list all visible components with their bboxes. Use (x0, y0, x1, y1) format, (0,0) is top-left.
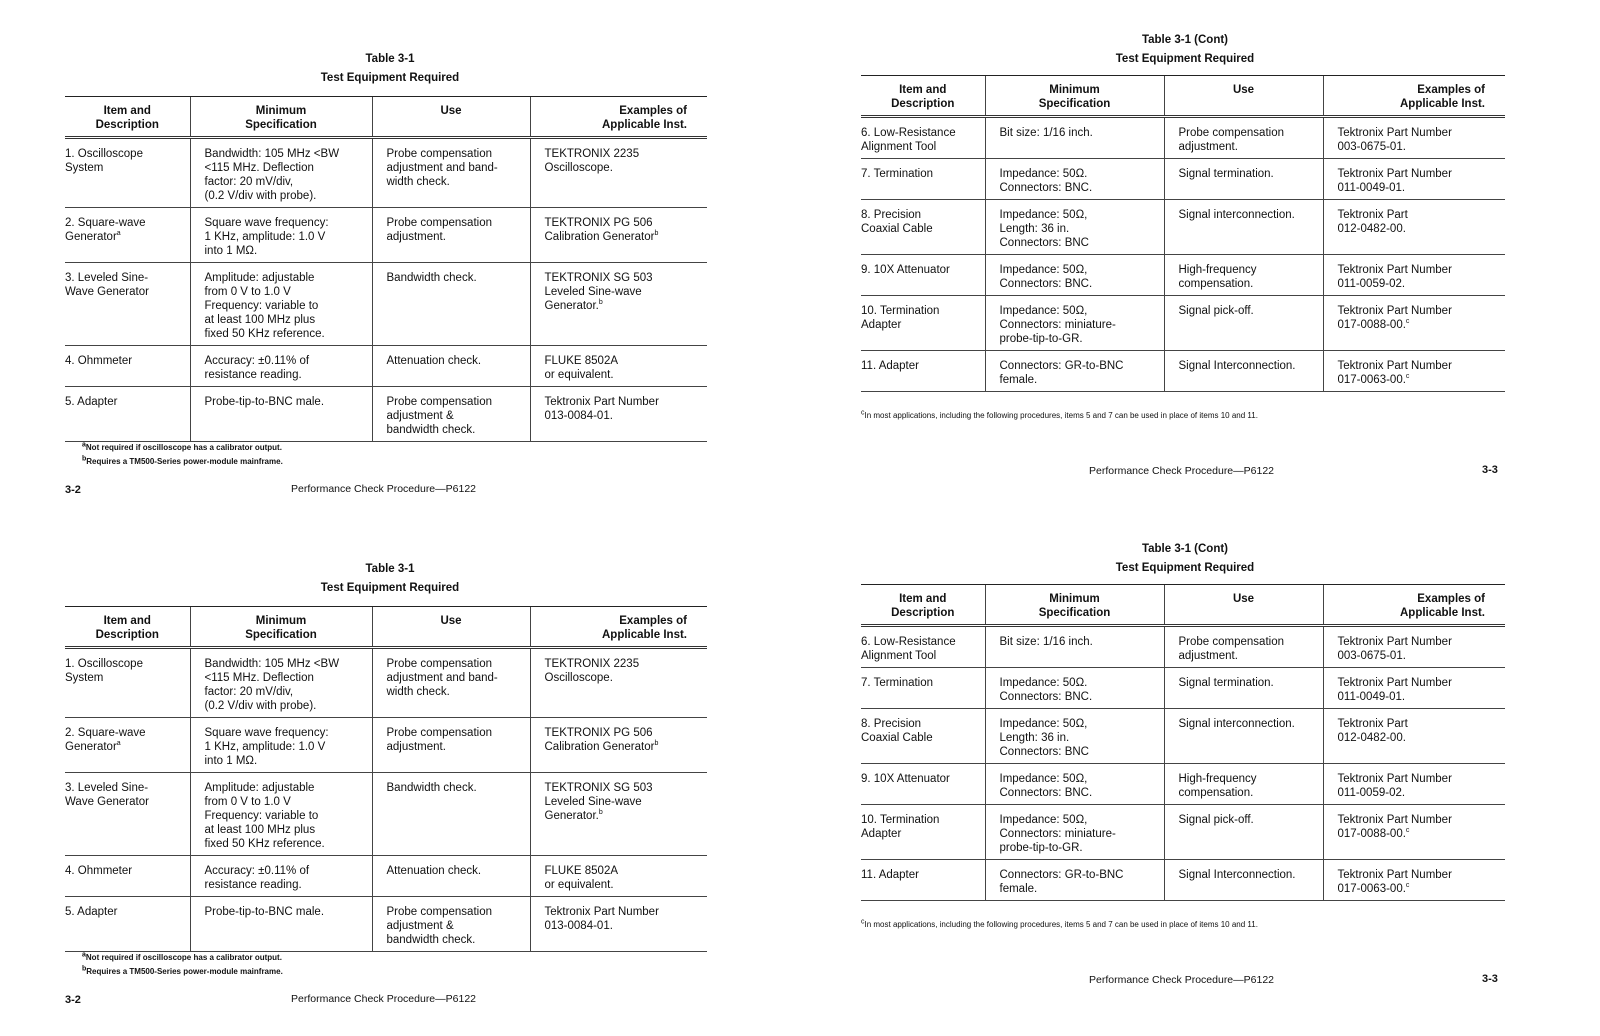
item-cell-line: 7. Termination (861, 168, 934, 180)
spec-cell-line: from 0 V to 1.0 V (204, 796, 291, 808)
use-cell-line: Signal Interconnection. (1178, 360, 1296, 372)
item-cell-line: 10. Termination (861, 305, 940, 317)
header-specification-line: Minimum (255, 615, 307, 627)
header-examples-line: Examples of (619, 105, 687, 117)
header-item-line: Item and (103, 615, 151, 627)
footnote-text: Requires a TM500-Series power-module mainframe. (86, 967, 283, 976)
use-cell-line: Probe compensation (1178, 127, 1284, 139)
item-cell-line: Wave Generator (65, 286, 149, 298)
spec-cell-line: fixed 50 KHz reference. (204, 328, 325, 340)
item-cell-line: 9. 10X Attenuator (861, 264, 950, 276)
footnote-marker: a (116, 740, 121, 748)
use-cell-line: adjustment & (386, 920, 454, 932)
item-cell-line: 5. Adapter (65, 906, 118, 918)
footnote-marker: b (654, 230, 659, 238)
item-cell-line: Coaxial Cable (861, 732, 933, 744)
table-row (861, 860, 1505, 901)
footnote-marker: c (1405, 827, 1410, 835)
spec-cell-line: Connectors: BNC (999, 746, 1089, 758)
use-cell-line: Probe compensation (1178, 636, 1284, 648)
use-cell-line: Attenuation check. (386, 865, 482, 877)
spec-cell-line: Amplitude: adjustable (204, 782, 315, 794)
table-title: Test Equipment Required (320, 72, 460, 84)
spec-cell-line: factor: 20 mV/div, (204, 686, 294, 698)
running-title: Performance Check Procedure—P6122 (291, 483, 477, 495)
spec-cell (985, 668, 1164, 709)
table-number: Table 3-1 (365, 563, 415, 575)
item-cell-line: Alignment Tool (861, 650, 937, 662)
spec-cell-line: Square wave frequency: (204, 217, 329, 229)
page-number: 3-2 (65, 484, 81, 496)
example-cell-line: Tektronix Part Number (1337, 305, 1452, 317)
spec-cell-line: factor: 20 mV/div, (204, 176, 294, 188)
use-cell-line: bandwidth check. (386, 934, 476, 946)
item-cell-line: Generator$^a$ (65, 230, 121, 243)
use-cell-line: Signal pick-off. (1178, 305, 1254, 317)
spec-cell-line: into 1 MΩ. (204, 245, 258, 257)
spec-cell-line: Impedance: 50Ω, (999, 814, 1088, 826)
example-cell-line: Generator.$^b$ (544, 809, 603, 822)
spec-cell-line: Impedance: 50Ω. (999, 168, 1088, 180)
spec-cell-line: Amplitude: adjustable (204, 272, 315, 284)
spec-cell-line: Square wave frequency: (204, 727, 329, 739)
item-cell-line: 3. Leveled Sine- (65, 782, 149, 794)
example-cell-line: TEKTRONIX 2235 (544, 148, 640, 160)
table-number: Table 3-1 (Cont) (1141, 543, 1229, 555)
header-examples-line: Applicable Inst. (1400, 98, 1485, 110)
use-cell-line: Probe compensation (386, 658, 492, 670)
example-cell-line: 003-0675-01. (1337, 141, 1406, 153)
header-item-line: Description (95, 119, 159, 131)
item-cell-line: Coaxial Cable (861, 223, 933, 235)
item-cell-line: Alignment Tool (861, 141, 937, 153)
spec-cell-line: into 1 MΩ. (204, 755, 258, 767)
item-cell-line: 6. Low-Resistance (861, 636, 956, 648)
item-cell-line: 3. Leveled Sine- (65, 272, 149, 284)
spec-cell (985, 626, 1164, 668)
example-cell-line: Tektronix Part Number (1337, 168, 1452, 180)
example-cell-line: 011-0049-01. (1337, 691, 1406, 703)
example-cell-line: Tektronix Part Number (1337, 636, 1452, 648)
footnote (861, 919, 1258, 931)
spec-cell-line: <115 MHz. Deflection (204, 672, 314, 684)
example-cell-line: 017-0088-00.$^c$ (1337, 827, 1410, 840)
footnote-marker: a (82, 441, 86, 449)
header-specification (985, 585, 1164, 626)
use-cell-line: Signal Interconnection. (1178, 869, 1296, 881)
spec-cell-line: <115 MHz. Deflection (204, 162, 314, 174)
example-cell-line: Tektronix Part Number (1337, 869, 1452, 881)
item-cell (861, 805, 985, 860)
table-row (861, 626, 1505, 668)
example-cell-line: Tektronix Part (1337, 718, 1408, 730)
use-cell-line: adjustment. (386, 741, 446, 753)
spec-cell-line: Bandwidth: 105 MHz <BW (204, 148, 340, 160)
use-cell-line: width check. (386, 686, 450, 698)
example-cell-line: 017-0063-00.$^c$ (1337, 373, 1410, 386)
table-caption (1085, 540, 1285, 578)
example-cell-line: Calibration Generator$^b$ (544, 740, 659, 753)
example-cell-line: TEKTRONIX SG 503 (544, 782, 653, 794)
item-cell-line: 1. Oscilloscope (65, 658, 143, 670)
table-number: Table 3-1 (365, 53, 415, 65)
header-item-line: Item and (103, 105, 151, 117)
item-cell-line: Adapter (861, 828, 902, 840)
use-cell (1164, 709, 1323, 764)
spec-cell-line: from 0 V to 1.0 V (204, 286, 291, 298)
header-specification-line: Specification (1038, 607, 1111, 619)
example-cell-line: Tektronix Part Number (1337, 814, 1452, 826)
use-cell-line: adjustment. (386, 231, 446, 243)
example-cell-line: Tektronix Part Number (1337, 773, 1452, 785)
header-examples-line: Applicable Inst. (1400, 607, 1485, 619)
spec-cell-line: Connectors: BNC. (999, 787, 1093, 799)
footnote-marker: c (1405, 373, 1410, 381)
header-examples-line: Examples of (619, 615, 687, 627)
use-cell-line: Signal pick-off. (1178, 814, 1254, 826)
use-cell-line: Probe compensation (386, 396, 492, 408)
item-cell-line: 8. Precision (861, 209, 922, 221)
spec-cell-line: Impedance: 50Ω. (999, 677, 1088, 689)
example-cell-line: 013-0084-01. (544, 920, 613, 932)
item-cell (861, 860, 985, 901)
table-header-row (861, 585, 1505, 626)
equipment-table (861, 584, 1505, 901)
spec-cell (985, 860, 1164, 901)
header-specification-line: Minimum (255, 105, 307, 117)
use-cell-line: adjustment and band- (386, 162, 498, 174)
example-cell (1323, 860, 1505, 901)
footnote-marker: a (82, 951, 86, 959)
use-cell (1164, 764, 1323, 805)
page-number: 3-3 (1482, 464, 1498, 476)
footnote-marker: c (1405, 318, 1410, 326)
item-cell-line: Generator$^a$ (65, 740, 121, 753)
footnote-text: In most applications, including the following procedures, items 5 and 7 can be used in place of items 10 and 11. (864, 411, 1258, 420)
use-cell-line: Attenuation check. (386, 355, 482, 367)
example-cell-line: Tektronix Part Number (544, 906, 659, 918)
header-use-line: Use (1232, 593, 1255, 605)
table-number: Table 3-1 (Cont) (1141, 34, 1229, 46)
spec-cell-line: Accuracy: ±0.11% of (204, 865, 310, 877)
spec-cell-line: (0.2 V/div with probe). (204, 700, 317, 712)
table-title: Test Equipment Required (320, 582, 460, 594)
footnote-marker: b (82, 965, 87, 973)
header-use-line: Use (440, 615, 462, 627)
example-cell-line: Generator.$^b$ (544, 299, 603, 312)
spec-cell-line: Connectors: GR-to-BNC (999, 360, 1124, 372)
table-title: Test Equipment Required (1115, 53, 1255, 65)
spec-cell-line: Connectors: BNC. (999, 182, 1093, 194)
spec-cell-line: Connectors: BNC (999, 237, 1089, 249)
spec-cell-line: Probe-tip-to-BNC male. (204, 906, 325, 918)
spec-cell-line: Impedance: 50Ω, (999, 209, 1088, 221)
item-cell-line: 11. Adapter (861, 360, 919, 372)
spec-cell-line: Connectors: BNC. (999, 691, 1093, 703)
page-number: 3-3 (1482, 973, 1498, 985)
spec-cell-line: Probe-tip-to-BNC male. (204, 396, 325, 408)
item-cell-line: 11. Adapter (861, 869, 919, 881)
use-cell-line: High-frequency (1178, 264, 1257, 276)
header-item-line: Item and (899, 593, 947, 605)
spec-cell-line: 1 KHz, amplitude: 1.0 V (204, 231, 326, 243)
header-use-line: Use (440, 105, 462, 117)
example-cell-line: 003-0675-01. (1337, 650, 1406, 662)
spec-cell-line: Impedance: 50Ω, (999, 264, 1088, 276)
spec-cell-line: resistance reading. (204, 879, 302, 891)
use-cell-line: bandwidth check. (386, 424, 476, 436)
footnote-text: Not required if oscilloscope has a calibrator output. (85, 953, 282, 962)
example-cell-line: Leveled Sine-wave (544, 796, 642, 808)
use-cell-line: Probe compensation (386, 217, 492, 229)
spec-cell-line: Length: 36 in. (999, 732, 1070, 744)
use-cell-line: adjustment & (386, 410, 454, 422)
example-cell (1323, 709, 1505, 764)
example-cell-line: Calibration Generator$^b$ (544, 230, 659, 243)
item-cell-line: 2. Square-wave (65, 727, 146, 739)
spec-cell-line: Length: 36 in. (999, 223, 1070, 235)
footnote-marker: b (82, 455, 87, 463)
example-cell-line: TEKTRONIX PG 506 (544, 217, 653, 229)
use-cell-line: adjustment. (1178, 650, 1238, 662)
spec-cell-line: Frequency: variable to (204, 810, 319, 822)
item-cell-line: 10. Termination (861, 814, 940, 826)
spec-cell-line: female. (999, 883, 1038, 895)
item-cell-line: 4. Ohmmeter (65, 355, 133, 367)
use-cell-line: compensation. (1178, 787, 1254, 799)
item-cell-line: 9. 10X Attenuator (861, 773, 950, 785)
use-cell-line: Bandwidth check. (386, 782, 477, 794)
header-examples-line: Examples of (1417, 593, 1485, 605)
item-cell-line: 2. Square-wave (65, 217, 146, 229)
header-use (1164, 585, 1323, 626)
spec-cell-line: Connectors: GR-to-BNC (999, 869, 1124, 881)
header-examples-line: Applicable Inst. (602, 629, 687, 641)
item-cell-line: Wave Generator (65, 796, 149, 808)
item-cell (861, 764, 985, 805)
use-cell-line: Probe compensation (386, 906, 492, 918)
item-cell-line: 8. Precision (861, 718, 922, 730)
spec-cell-line: at least 100 MHz plus (204, 824, 316, 836)
header-specification-line: Minimum (1049, 593, 1100, 605)
spec-cell-line: Frequency: variable to (204, 300, 319, 312)
example-cell-line: Tektronix Part Number (1337, 677, 1452, 689)
table-title: Test Equipment Required (1115, 562, 1255, 574)
header-item-line: Description (95, 629, 159, 641)
footnote-marker: c (1405, 882, 1410, 890)
footnote-marker: c (861, 918, 865, 926)
example-cell-line: FLUKE 8502A (544, 865, 619, 877)
use-cell (1164, 668, 1323, 709)
example-cell-line: or equivalent. (544, 879, 614, 891)
table-row (861, 805, 1505, 860)
example-cell-line: Tektronix Part Number (1337, 264, 1452, 276)
spec-cell-line: Bit size: 1/16 inch. (999, 636, 1093, 648)
header-item-line: Description (891, 607, 955, 619)
running-title: Performance Check Procedure—P6122 (1089, 974, 1275, 986)
example-cell-line: FLUKE 8502A (544, 355, 619, 367)
item-cell (861, 709, 985, 764)
header-specification-line: Specification (245, 629, 317, 641)
example-cell-line: Oscilloscope. (544, 672, 613, 684)
header-use-line: Use (1232, 84, 1255, 96)
spec-cell-line: Impedance: 50Ω, (999, 718, 1088, 730)
table-row (861, 668, 1505, 709)
example-cell-line: Leveled Sine-wave (544, 286, 642, 298)
running-title: Performance Check Procedure—P6122 (291, 993, 477, 1005)
table-row (861, 709, 1505, 764)
spec-cell (985, 709, 1164, 764)
footnote-marker: b (598, 809, 603, 817)
item-cell (861, 668, 985, 709)
use-cell-line: Probe compensation (386, 727, 492, 739)
header-examples-line: Examples of (1417, 84, 1485, 96)
item-cell-line: 7. Termination (861, 677, 934, 689)
use-cell-line: Bandwidth check. (386, 272, 477, 284)
header-examples-line: Applicable Inst. (602, 119, 687, 131)
spec-cell-line: Accuracy: ±0.11% of (204, 355, 310, 367)
example-cell-line: Tektronix Part Number (1337, 360, 1452, 372)
running-title: Performance Check Procedure—P6122 (1089, 465, 1275, 477)
footnote-text: Not required if oscilloscope has a calibrator output. (85, 443, 282, 452)
example-cell-line: Oscilloscope. (544, 162, 613, 174)
use-cell (1164, 626, 1323, 668)
header-examples (1323, 585, 1505, 626)
spec-cell-line: Bandwidth: 105 MHz <BW (204, 658, 340, 670)
page-number: 3-2 (65, 994, 81, 1006)
example-cell-line: Tektronix Part Number (1337, 127, 1452, 139)
spec-cell (985, 805, 1164, 860)
example-cell-line: 011-0059-02. (1337, 787, 1406, 799)
header-specification-line: Specification (1038, 98, 1111, 110)
spec-cell-line: Impedance: 50Ω, (999, 773, 1088, 785)
use-cell (1164, 805, 1323, 860)
example-cell-line: 013-0084-01. (544, 410, 613, 422)
header-specification-line: Minimum (1049, 84, 1100, 96)
example-cell-line: TEKTRONIX PG 506 (544, 727, 653, 739)
spec-cell-line: Connectors: miniature- (999, 828, 1116, 840)
item-cell-line: 1. Oscilloscope (65, 148, 143, 160)
example-cell-line: 017-0063-00.$^c$ (1337, 882, 1410, 895)
spec-cell-line: Connectors: BNC. (999, 278, 1093, 290)
spec-cell-line: probe-tip-to-GR. (999, 842, 1083, 854)
footnote-marker: a (116, 230, 121, 238)
header-item-line: Item and (899, 84, 947, 96)
example-cell (1323, 668, 1505, 709)
spec-cell-line: Connectors: miniature- (999, 319, 1116, 331)
spec-cell-line: 1 KHz, amplitude: 1.0 V (204, 741, 326, 753)
example-cell-line: Tektronix Part Number (544, 396, 659, 408)
example-cell-line: Tektronix Part (1337, 209, 1408, 221)
example-cell (1323, 626, 1505, 668)
use-cell-line: adjustment. (1178, 141, 1238, 153)
example-cell (1323, 805, 1505, 860)
use-cell-line: Signal termination. (1178, 168, 1274, 180)
spec-cell-line: probe-tip-to-GR. (999, 333, 1083, 345)
use-cell-line: Probe compensation (386, 148, 492, 160)
example-cell-line: 012-0482-00. (1337, 732, 1406, 744)
use-cell-line: High-frequency (1178, 773, 1257, 785)
spec-cell-line: (0.2 V/div with probe). (204, 190, 317, 202)
item-cell-line: 6. Low-Resistance (861, 127, 956, 139)
example-cell-line: 012-0482-00. (1337, 223, 1406, 235)
use-cell-line: compensation. (1178, 278, 1254, 290)
example-cell (1323, 764, 1505, 805)
spec-cell (985, 764, 1164, 805)
spec-cell-line: female. (999, 374, 1038, 386)
spec-cell-line: fixed 50 KHz reference. (204, 838, 325, 850)
footnote-text: Requires a TM500-Series power-module mainframe. (86, 457, 283, 466)
example-cell-line: 017-0088-00.$^c$ (1337, 318, 1410, 331)
spec-cell-line: Impedance: 50Ω, (999, 305, 1088, 317)
use-cell-line: Signal interconnection. (1178, 209, 1295, 221)
item-cell-line: 4. Ohmmeter (65, 865, 133, 877)
footnote-marker: b (598, 299, 603, 307)
table-row (861, 764, 1505, 805)
footnote-marker: b (654, 740, 659, 748)
use-cell-line: Signal termination. (1178, 677, 1274, 689)
item-cell-line: System (65, 162, 104, 174)
item-cell-line: 5. Adapter (65, 396, 118, 408)
item-cell-line: Adapter (861, 319, 902, 331)
header-item-line: Description (891, 98, 955, 110)
example-cell-line: or equivalent. (544, 369, 614, 381)
footnote-marker: c (861, 409, 865, 417)
item-cell-line: System (65, 672, 104, 684)
item-cell (861, 626, 985, 668)
spec-cell-line: Bit size: 1/16 inch. (999, 127, 1093, 139)
use-cell-line: width check. (386, 176, 450, 188)
example-cell-line: 011-0059-02. (1337, 278, 1406, 290)
example-cell-line: 011-0049-01. (1337, 182, 1406, 194)
spec-cell-line: resistance reading. (204, 369, 302, 381)
use-cell (1164, 860, 1323, 901)
spec-cell-line: at least 100 MHz plus (204, 314, 316, 326)
use-cell-line: adjustment and band- (386, 672, 498, 684)
header-specification-line: Specification (245, 119, 317, 131)
use-cell-line: Signal interconnection. (1178, 718, 1295, 730)
header-item (861, 585, 985, 626)
example-cell-line: TEKTRONIX 2235 (544, 658, 640, 670)
footnote-text: In most applications, including the following procedures, items 5 and 7 can be used in place of items 10 and 11. (864, 920, 1258, 929)
example-cell-line: TEKTRONIX SG 503 (544, 272, 653, 284)
